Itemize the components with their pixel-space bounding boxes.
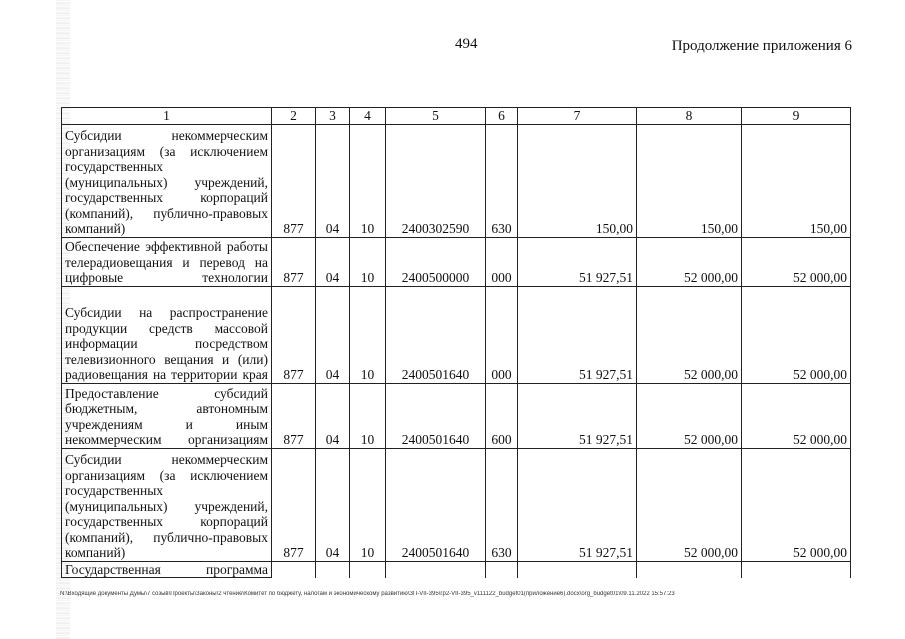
cell-col5: 2400501640 [386, 448, 486, 561]
column-number: 6 [486, 108, 518, 125]
row-name: Государственная программа [62, 561, 272, 578]
cell-col7: 51 927,51 [518, 448, 637, 561]
cell-col8: 150,00 [637, 124, 742, 237]
empty-cell [350, 561, 386, 578]
cell-col9: 52 000,00 [742, 286, 851, 383]
cell-col8: 52 000,00 [637, 286, 742, 383]
column-number: 2 [272, 108, 316, 125]
cell-col2: 877 [272, 237, 316, 286]
cell-col9: 52 000,00 [742, 448, 851, 561]
footer-file-path: N:\Входящие документы Думы\7 созыв\Проекты\Законы\2 чтение\Комитет по бюджету, налогам и экономическому развитию\ЗП-VII-395\гр2-VII-395_v111122_budget01(приложение6).docx\org_budget01\09.11.2022 15:57:23 [60, 591, 675, 597]
column-number: 4 [350, 108, 386, 125]
empty-cell [486, 561, 518, 578]
table-row [62, 448, 851, 561]
cell-col8: 52 000,00 [637, 448, 742, 561]
column-number: 9 [742, 108, 851, 125]
cell-col5: 2400501640 [386, 383, 486, 448]
budget-table [61, 107, 851, 578]
cell-col5: 2400302590 [386, 124, 486, 237]
table-row [62, 383, 851, 448]
table-row-partial [62, 561, 851, 578]
cell-col4: 10 [350, 124, 386, 237]
table-row [62, 286, 851, 383]
cell-col8: 52 000,00 [637, 383, 742, 448]
cell-col2: 877 [272, 286, 316, 383]
column-number: 1 [62, 108, 272, 125]
cell-col3: 04 [316, 124, 350, 237]
cell-col3: 04 [316, 448, 350, 561]
empty-cell [637, 561, 742, 578]
row-name: Субсидии некоммерческим организациям (за исключением государственных (муниципальных) учреждений, государственных корпораций (компаний), публично-правовых компаний) [62, 448, 272, 561]
cell-col6: 630 [486, 448, 518, 561]
row-name: Предоставление субсидий бюджетным, автономным учреждениям и иным некоммерческим организациям [62, 383, 272, 448]
cell-col6: 000 [486, 286, 518, 383]
cell-col4: 10 [350, 448, 386, 561]
cell-col2: 877 [272, 383, 316, 448]
empty-cell [386, 561, 486, 578]
cell-col7: 150,00 [518, 124, 637, 237]
empty-cell [272, 561, 316, 578]
appendix-continuation-note: Продолжение приложения 6 [671, 38, 852, 54]
cell-col4: 10 [350, 383, 386, 448]
table-row [62, 237, 851, 286]
cell-col8: 52 000,00 [637, 237, 742, 286]
cell-col3: 04 [316, 383, 350, 448]
empty-cell [742, 561, 851, 578]
cell-col6: 630 [486, 124, 518, 237]
cell-col7: 51 927,51 [518, 237, 637, 286]
cell-col6: 000 [486, 237, 518, 286]
column-number: 7 [518, 108, 637, 125]
cell-col4: 10 [350, 286, 386, 383]
column-number: 5 [386, 108, 486, 125]
cell-col2: 877 [272, 124, 316, 237]
table-row [62, 124, 851, 237]
empty-cell [518, 561, 637, 578]
cell-col9: 52 000,00 [742, 383, 851, 448]
cell-col7: 51 927,51 [518, 383, 637, 448]
cell-col6: 600 [486, 383, 518, 448]
column-number: 8 [637, 108, 742, 125]
empty-cell [316, 561, 350, 578]
cell-col4: 10 [350, 237, 386, 286]
cell-col5: 2400500000 [386, 237, 486, 286]
page-number: 494 [455, 36, 478, 52]
column-number-row [62, 108, 851, 125]
row-name: Субсидии некоммерческим организациям (за исключением государственных (муниципальных) учреждений, государственных корпораций (компаний), публично-правовых компаний) [62, 124, 272, 237]
cell-col9: 52 000,00 [742, 237, 851, 286]
cell-col7: 51 927,51 [518, 286, 637, 383]
column-number: 3 [316, 108, 350, 125]
cell-col9: 150,00 [742, 124, 851, 237]
cell-col5: 2400501640 [386, 286, 486, 383]
cell-col3: 04 [316, 237, 350, 286]
row-name: Обеспечение эффективной работы телерадиовещания и перевод на цифровые технологии [62, 237, 272, 286]
cell-col3: 04 [316, 286, 350, 383]
row-name: Субсидии на распространение продукции средств массовой информации посредством телевизионного вещания и (или) радиовещания на территории края [62, 286, 272, 383]
cell-col2: 877 [272, 448, 316, 561]
